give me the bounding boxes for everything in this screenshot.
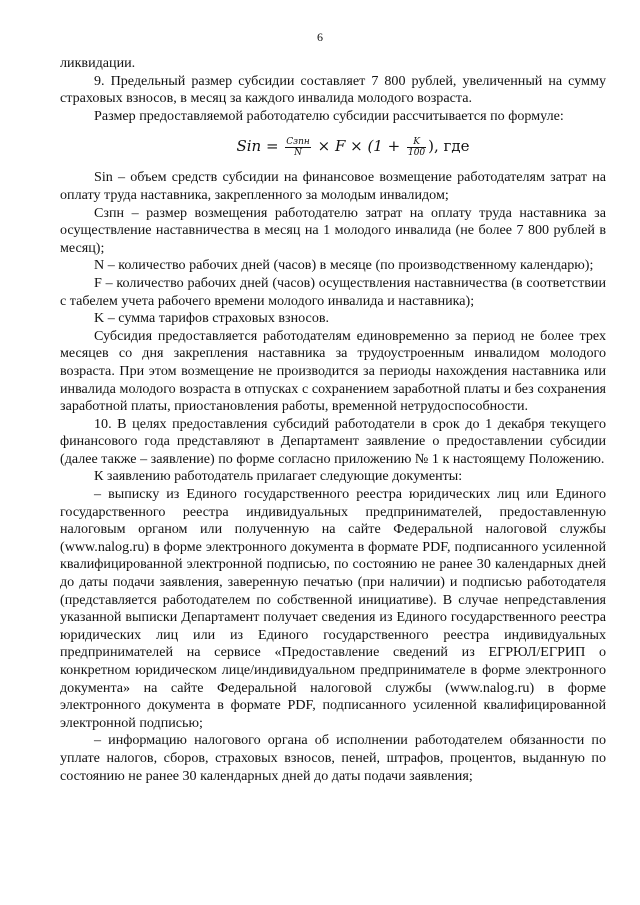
formula-fraction-salary-numerator: Сзпн <box>286 136 310 147</box>
formula-fraction-tariff <box>407 137 426 158</box>
formula-tail: ), где <box>428 137 470 156</box>
paragraph-liquidation-end: ликвидации. <box>60 55 136 71</box>
list-item-tax-info: – информацию налогового органа об исполнении работодателем обязанности по уплате налогов, сборов, страховых взносов, пеней, штрафов, процентов, выданную по состоянию не ранее 30 календарных дней до даты подачи заявления; <box>60 732 606 784</box>
formula-lhs: Sin = <box>236 137 279 156</box>
formula-fraction-salary-denominator: N <box>294 147 302 158</box>
definition-f: F – количество рабочих дней (часов) осуществления наставничества (в соответствии с табелем учета рабочего времени молодого инвалида и наставника); <box>60 274 606 309</box>
definition-n: N – количество рабочих дней (часов) в месяце (по производственному календарю); <box>94 257 594 274</box>
definition-sin: Sin – объем средств субсидии на финансовое возмещение работодателям затрат на оплату труда наставника, закрепленного за молодым инвалидом; <box>60 169 606 203</box>
subsidy-formula <box>100 133 606 159</box>
page-number: 6 <box>317 30 323 44</box>
formula-middle: × F × (1 + <box>317 137 401 156</box>
formula-fraction-tariff-numerator: K <box>407 137 426 148</box>
definition-k: K – сумма тарифов страховых взносов. <box>94 310 330 327</box>
paragraph-documents-intro: К заявлению работодатель прилагает следующие документы: <box>94 468 463 485</box>
list-item-egrul-extract: – выписку из Единого государственного реестра юридических лиц или Единого государственного реестра индивидуальных предпринимателей, предоставленную налоговым органом или полученную на сайте Федеральной налоговой службы (www.nalog.ru) в форме электронного документа в формате PDF, подписанного усиленной квалифицированной электронной подписью, по состоянию не ранее 30 календарных дней до даты подачи заявления, заверенную печатью (при наличии) и подписью работодателя (представляется работодателем по собственной инициативе). В случае непредставления указанной выписки Департамент получает сведения из Единого государственного реестра юридических лиц или из Единого государственного реестра индивидуальных предпринимателей на сервисе «Предоставление сведений из ЕГРЮЛ/ЕГРИП о конкретном юридическом лице/индивидуальном предпринимателе в форме электронного документа» на сайте Федеральной налоговой службы (www.nalog.ru) в форме электронного документа в формате PDF, подписанного усиленной квалифицированной электронной подписью; <box>60 486 606 731</box>
page-body <box>60 55 606 785</box>
paragraph-subsidy-period: Субсидия предоставляется работодателям единовременно за период не более трех месяцев со дня закрепления наставника за трудоустроенным инвалидом молодого возраста. При этом возмещение не производится за периоды нахождения наставника или инвалида молодого возраста в отпусках с сохранением заработной платы и без сохранения заработной платы, приостановления работы, временной нетрудоспособности. <box>60 327 606 415</box>
paragraph-formula-intro: Размер предоставляемой работодателю субсидии рассчитывается по формуле: <box>94 107 564 124</box>
definition-szpn: Сзпн – размер возмещения работодателю затрат на оплату труда наставника за осуществление наставничества в месяц на 1 молодого инвалида (не более 7 800 рублей в месяц); <box>60 204 606 256</box>
paragraph-item-9: 9. Предельный размер субсидии составляет 7 800 рублей, увеличенный на сумму страховых взносов, в месяц за каждого инвалида молодого возраста. <box>60 72 606 107</box>
paragraph-item-10: 10. В целях предоставления субсидий работодатели в срок до 1 декабря текущего финансового года представляют в Департамент заявление о предоставлении субсидии (далее также – заявление) по форме согласно приложению № 1 к настоящему Положению. <box>60 415 606 467</box>
formula-fraction-salary <box>285 137 311 158</box>
formula-fraction-tariff-denominator: 100 <box>407 147 426 158</box>
